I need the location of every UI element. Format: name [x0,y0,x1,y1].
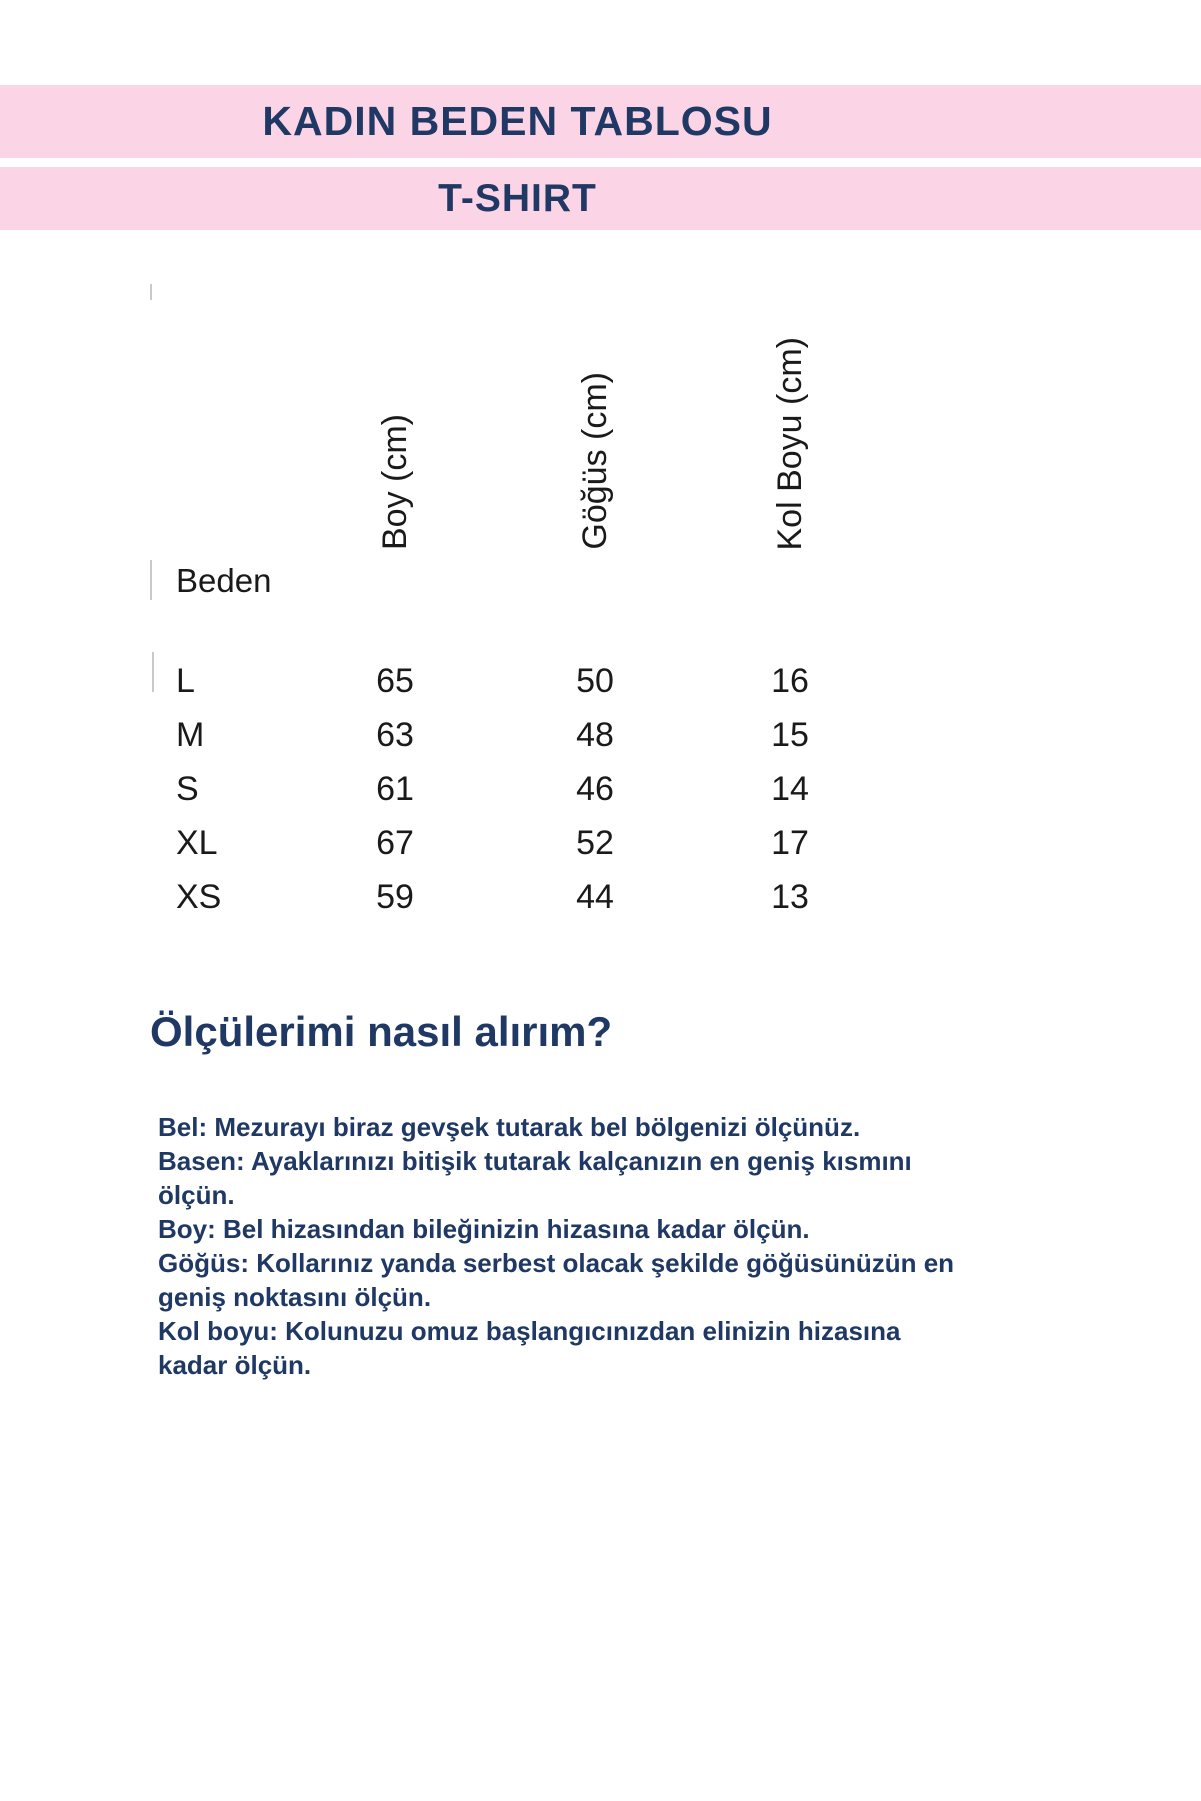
boy-cell: 65 [376,661,414,700]
subtitle-banner [0,167,1201,230]
column-header-kol-boyu-label: Kol Boyu (cm) [770,336,809,550]
table-row [150,762,885,816]
gogus-cell: 50 [576,661,614,700]
page-title: KADIN BEDEN TABLOSU [262,98,773,144]
gogus-cell: 48 [576,715,614,754]
guide-item-kol-boyu: Kol boyu: Kolunuzu omuz başlangıcınızdan elinizin hizasına kadar ölçün. [158,1316,901,1380]
boy-cell: 61 [376,769,414,808]
table-row [150,708,885,762]
table-header-row [150,290,885,550]
size-cell: XS [176,877,222,916]
product-type-title: T-SHIRT [438,176,597,220]
column-header-gogus-label: Göğüs (cm) [575,372,614,550]
gogus-cell: 44 [576,877,614,916]
row-header-beden-label: Beden [176,562,272,599]
guide-item-bel: Bel: Mezurayı biraz gevşek tutarak bel bölgenizi ölçünüz. [158,1112,861,1142]
column-header-kol-boyu [695,290,885,550]
title-banner [0,85,1201,158]
guide-item-boy: Boy: Bel hizasından bileğinizin hizasına kadar ölçün. [158,1214,810,1244]
column-header-gogus [495,290,695,550]
kol-boyu-cell: 14 [771,769,809,808]
boy-cell: 59 [376,877,414,916]
size-cell: L [176,661,195,700]
column-header-boy-label: Boy (cm) [375,414,414,550]
corner-cell [150,290,295,550]
boy-cell: 63 [376,715,414,754]
kol-boyu-cell: 15 [771,715,809,754]
measurement-guide [150,1008,960,1382]
table-row [150,870,885,924]
kol-boyu-cell: 13 [771,877,809,916]
size-cell: XL [176,823,218,862]
table-row [150,654,885,708]
size-table [150,290,885,924]
gogus-cell: 52 [576,823,614,862]
guide-item-basen: Basen: Ayaklarınızı bitişik tutarak kalçanızın en geniş kısmını ölçün. [158,1146,912,1210]
kol-boyu-cell: 16 [771,661,809,700]
column-header-boy [295,290,495,550]
size-cell: S [176,769,199,808]
boy-cell: 67 [376,823,414,862]
kol-boyu-cell: 17 [771,823,809,862]
guide-heading: Ölçülerimi nasıl alırım? [150,1008,613,1055]
row-header-beden [150,550,885,612]
size-cell: M [176,715,205,754]
guide-item-gogus: Göğüs: Kollarınız yanda serbest olacak şekilde göğüsünüzün en geniş noktasını ölçün. [158,1248,955,1312]
gogus-cell: 46 [576,769,614,808]
table-row [150,816,885,870]
table-spacer [150,612,885,654]
